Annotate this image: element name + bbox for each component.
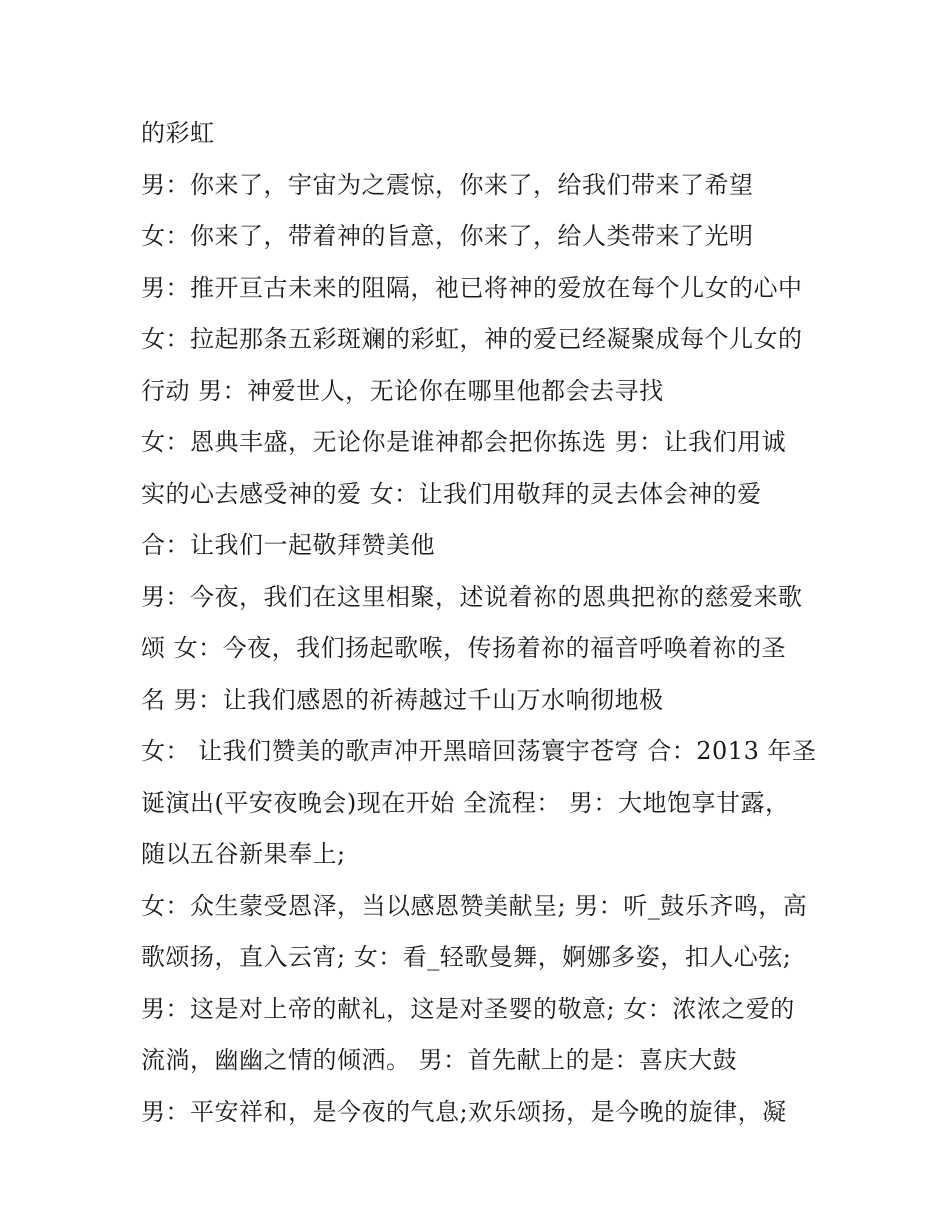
- text-line: 女：众生蒙受恩泽，当以感恩赞美献呈; 男：听_鼓乐齐鸣，高: [141, 891, 808, 920]
- text-line: 女：你来了，带着神的旨意，你来了，给人类带来了光明: [141, 222, 754, 250]
- text-line: 实的心去感受神的爱 女：让我们用敬拜的灵去体会神的爱: [141, 479, 762, 508]
- text-line: 的彩虹: [141, 119, 215, 147]
- text-line: 歌颂扬，直入云宵; 女：看_轻歌曼舞，婀娜多姿，扣人心弦;: [141, 943, 792, 971]
- text-line: 颂 女：今夜，我们扬起歌喉，传扬着祢的福音呼唤着祢的圣: [141, 634, 787, 662]
- text-line: 女：拉起那条五彩斑斓的彩虹，神的爱已经凝聚成每个儿女的: [141, 325, 803, 353]
- text-line: 男：推开亘古未来的阻隔，祂已将神的爱放在每个儿女的心中: [141, 273, 803, 302]
- script-text-block: [141, 108, 831, 1138]
- text-line: 诞演出(平安夜晚会)现在开始 全流程： 男：大地饱享甘露，: [141, 788, 790, 817]
- text-line: 女：恩典丰盛，无论你是谁神都会把你拣选 男：让我们用诚: [141, 428, 787, 456]
- text-line: 随以五谷新果奉上;: [141, 840, 346, 868]
- text-line: 流淌，幽幽之情的倾洒。 男：首先献上的是：喜庆大鼓: [141, 1046, 738, 1074]
- text-line: 男：这是对上帝的献礼，这是对圣婴的敬意; 女：浓浓之爱的: [141, 994, 795, 1023]
- text-line: 行动 男：神爱世人，无论你在哪里他都会去寻找: [141, 376, 664, 405]
- text-line: 名 男：让我们感恩的祈祷越过千山万水响彻地极: [141, 685, 664, 714]
- text-line: 女： 让我们赞美的歌声冲开黑暗回荡寰宇苍穹 合：2013 年圣: [141, 737, 817, 765]
- text-line: 合：让我们一起敬拜赞美他: [141, 531, 435, 559]
- text-line: 男：你来了，宇宙为之震惊，你来了，给我们带来了希望: [141, 170, 754, 199]
- text-line: 男：今夜，我们在这里相聚，述说着祢的恩典把祢的慈爱来歌: [141, 582, 803, 611]
- text-line: 男：平安祥和，是今夜的气息;欢乐颂扬，是今晚的旋律，凝: [141, 1097, 787, 1126]
